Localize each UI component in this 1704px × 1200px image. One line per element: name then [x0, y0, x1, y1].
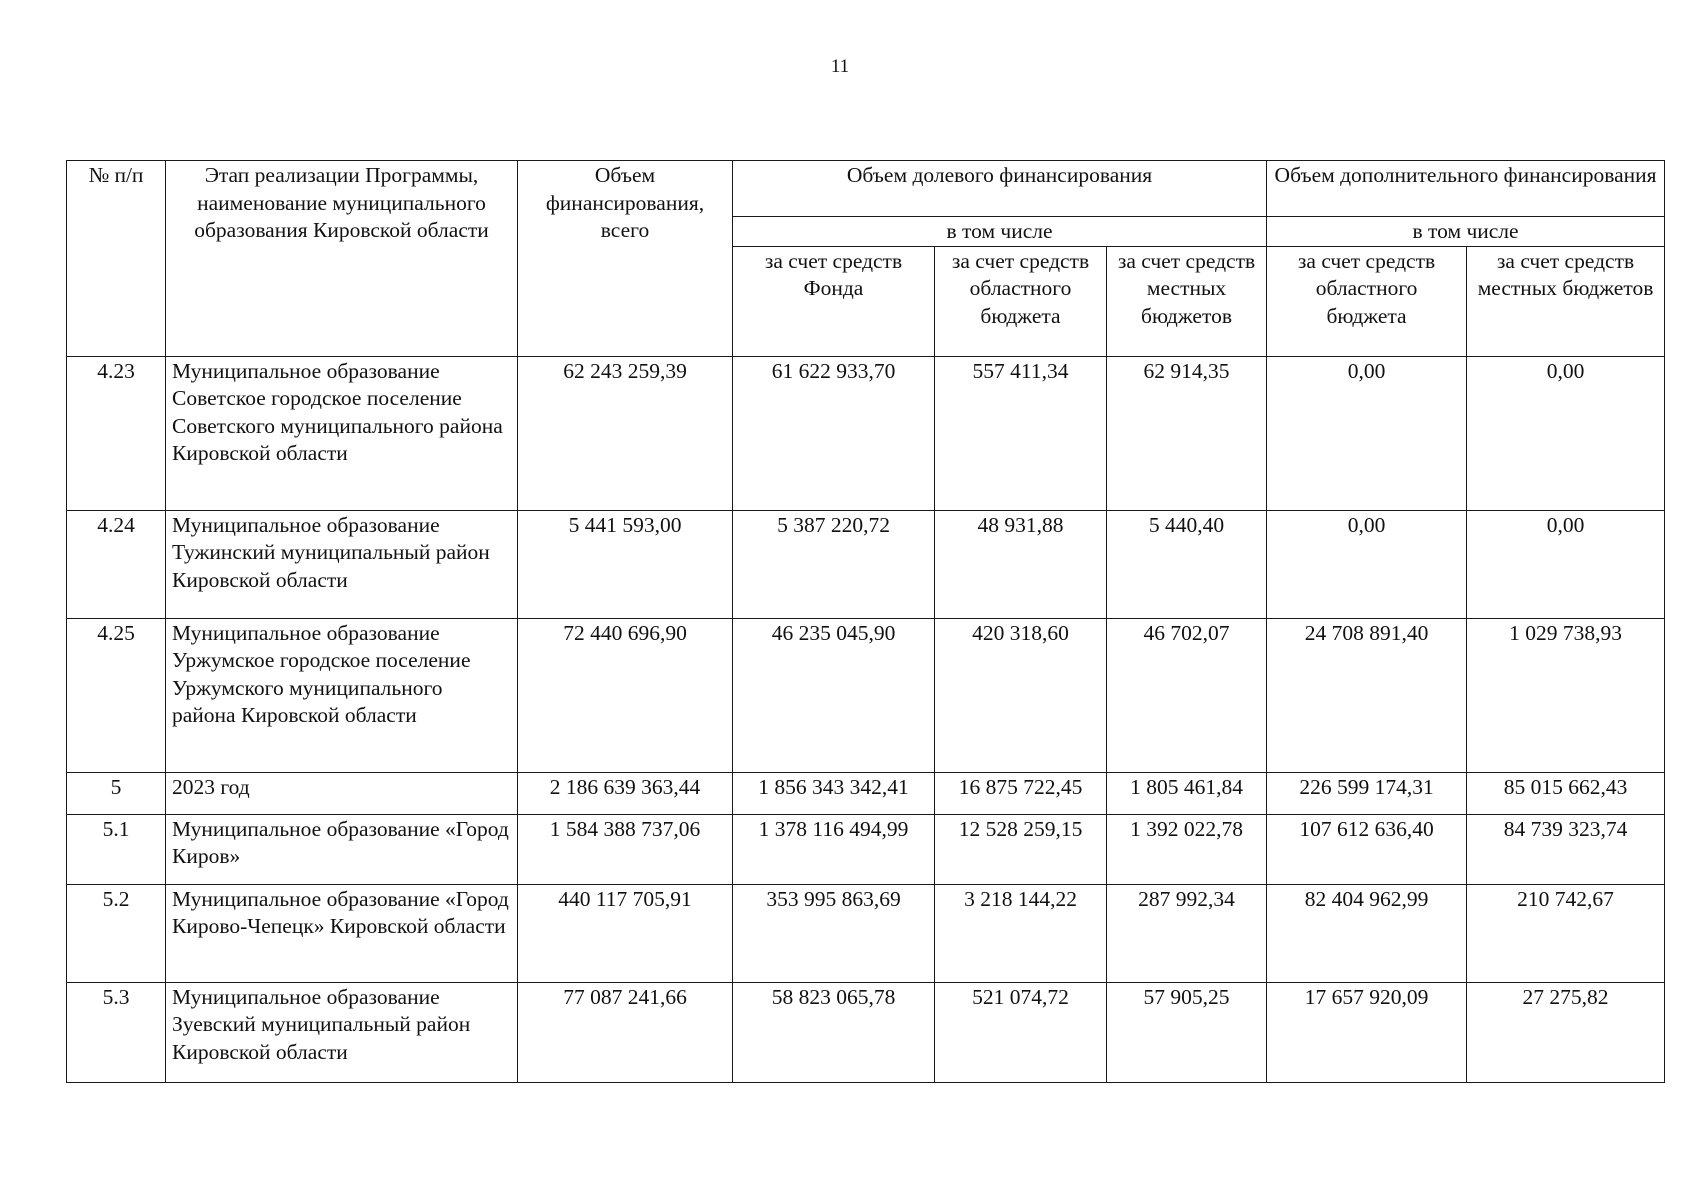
- row-additional-regional: 82 404 962,99: [1267, 884, 1467, 982]
- table-row: [67, 772, 1665, 814]
- row-total: 2 186 639 363,44: [518, 772, 733, 814]
- row-additional-regional: 0,00: [1267, 356, 1467, 510]
- row-number: 4.24: [67, 510, 166, 618]
- row-name: Муниципальное образование Уржумское городское поселение Уржумского муниципального района Кировской области: [166, 618, 518, 772]
- row-total: 72 440 696,90: [518, 618, 733, 772]
- header-additional-group: Объем дополнительного финансирования: [1267, 161, 1665, 217]
- row-additional-regional: 24 708 891,40: [1267, 618, 1467, 772]
- row-additional-regional: 0,00: [1267, 510, 1467, 618]
- row-name: 2023 год: [166, 772, 518, 814]
- row-fund: 46 235 045,90: [733, 618, 935, 772]
- row-total: 5 441 593,00: [518, 510, 733, 618]
- header-total: Объем финансирования, всего: [518, 161, 733, 357]
- row-regional: 3 218 144,22: [935, 884, 1107, 982]
- row-local: 5 440,40: [1107, 510, 1267, 618]
- row-number: 5: [67, 772, 166, 814]
- table-row: [67, 356, 1665, 510]
- row-total: 62 243 259,39: [518, 356, 733, 510]
- row-additional-local: 0,00: [1467, 510, 1665, 618]
- row-local: 57 905,25: [1107, 982, 1267, 1082]
- row-additional-local: 0,00: [1467, 356, 1665, 510]
- header-share-local: за счет средств местных бюджетов: [1107, 246, 1267, 356]
- row-fund: 353 995 863,69: [733, 884, 935, 982]
- row-total: 77 087 241,66: [518, 982, 733, 1082]
- row-number: 4.23: [67, 356, 166, 510]
- header-stage: Этап реализации Программы, наименование муниципального образования Кировской области: [166, 161, 518, 357]
- row-regional: 521 074,72: [935, 982, 1107, 1082]
- financing-table: [66, 160, 1665, 1083]
- row-additional-regional: 17 657 920,09: [1267, 982, 1467, 1082]
- header-additional-local: за счет средств местных бюджетов: [1467, 246, 1665, 356]
- row-number: 4.25: [67, 618, 166, 772]
- row-name: Муниципальное образование Тужинский муниципальный район Кировской области: [166, 510, 518, 618]
- row-fund: 61 622 933,70: [733, 356, 935, 510]
- row-fund: 5 387 220,72: [733, 510, 935, 618]
- row-fund: 58 823 065,78: [733, 982, 935, 1082]
- header-additional-regional: за счет средств областного бюджета: [1267, 246, 1467, 356]
- row-local: 287 992,34: [1107, 884, 1267, 982]
- row-local: 1 805 461,84: [1107, 772, 1267, 814]
- row-additional-local: 1 029 738,93: [1467, 618, 1665, 772]
- table-row: [67, 510, 1665, 618]
- header-share-regional: за счет средств областного бюджета: [935, 246, 1107, 356]
- row-fund: 1 378 116 494,99: [733, 814, 935, 884]
- page-number: 11: [830, 56, 850, 77]
- table-row: [67, 814, 1665, 884]
- row-number: 5.3: [67, 982, 166, 1082]
- table-row: [67, 618, 1665, 772]
- row-local: 1 392 022,78: [1107, 814, 1267, 884]
- row-additional-local: 210 742,67: [1467, 884, 1665, 982]
- row-name: Муниципальное образование Зуевский муниципальный район Кировской области: [166, 982, 518, 1082]
- row-fund: 1 856 343 342,41: [733, 772, 935, 814]
- row-total: 1 584 388 737,06: [518, 814, 733, 884]
- row-name: Муниципальное образование Советское городское поселение Советского муниципального района Кировской области: [166, 356, 518, 510]
- row-number: 5.2: [67, 884, 166, 982]
- table-row: [67, 884, 1665, 982]
- table-row: [67, 982, 1665, 1082]
- row-local: 62 914,35: [1107, 356, 1267, 510]
- row-regional: 16 875 722,45: [935, 772, 1107, 814]
- row-additional-local: 84 739 323,74: [1467, 814, 1665, 884]
- row-regional: 420 318,60: [935, 618, 1107, 772]
- row-name: Муниципальное образование «Город Киров»: [166, 814, 518, 884]
- header-share-group: Объем долевого финансирования: [733, 161, 1267, 217]
- row-additional-local: 27 275,82: [1467, 982, 1665, 1082]
- header-additional-including: в том числе: [1267, 217, 1665, 247]
- row-total: 440 117 705,91: [518, 884, 733, 982]
- row-additional-local: 85 015 662,43: [1467, 772, 1665, 814]
- row-regional: 48 931,88: [935, 510, 1107, 618]
- row-regional: 557 411,34: [935, 356, 1107, 510]
- row-name: Муниципальное образование «Город Кирово-Чепецк» Кировской области: [166, 884, 518, 982]
- row-regional: 12 528 259,15: [935, 814, 1107, 884]
- header-share-fund: за счет средств Фонда: [733, 246, 935, 356]
- header-share-including: в том числе: [733, 217, 1267, 247]
- row-local: 46 702,07: [1107, 618, 1267, 772]
- row-additional-regional: 107 612 636,40: [1267, 814, 1467, 884]
- row-number: 5.1: [67, 814, 166, 884]
- header-num: № п/п: [67, 161, 166, 357]
- row-additional-regional: 226 599 174,31: [1267, 772, 1467, 814]
